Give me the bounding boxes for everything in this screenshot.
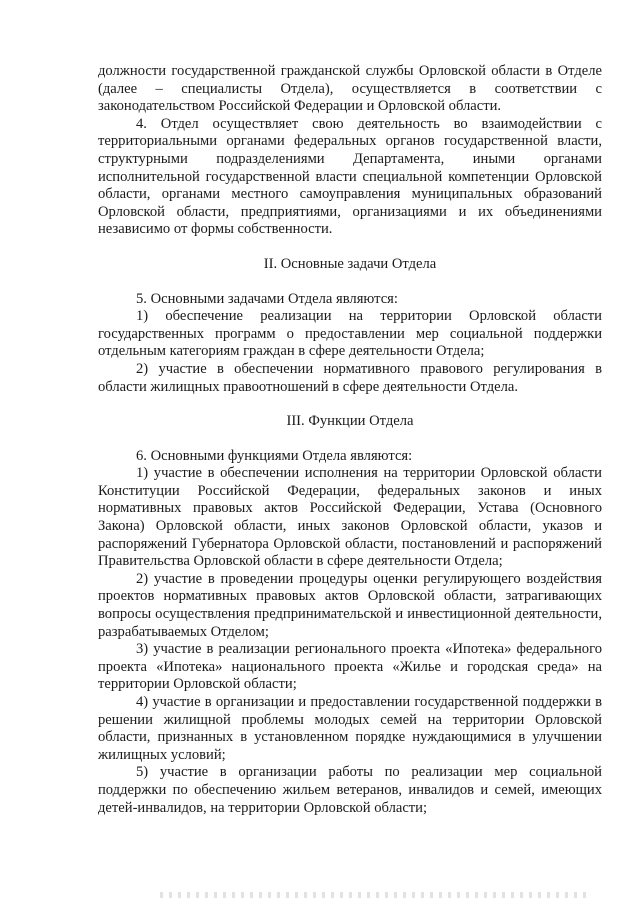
paragraph-item-4: 4. Отдел осуществляет свою деятельность во взаимодействии с территориальными органами федеральных органов государственной власти, структурными подразделениями Департамента, иными органами исполнительной государственной власти специальной компетенции Орловской области, органами местного самоуправления муниципальных образований Орловской области, предприятиями, организациями и их объединениями независимо от формы собственности. bbox=[98, 115, 602, 238]
scan-noise-strip bbox=[160, 892, 590, 898]
task-item-2: 2) участие в обеспечении нормативного правового регулирования в области жилищных правоотношений в сфере деятельности Отдела. bbox=[98, 360, 602, 395]
section-heading-functions: III. Функции Отдела bbox=[286, 413, 414, 430]
task-item-1: 1) обеспечение реализации на территории Орловской области государственных программ о предоставлении мер социальной поддержки отдельным категориям граждан в сфере деятельности Отдела; bbox=[98, 308, 602, 360]
paragraph-item-6: 6. Основными функциями Отдела являются: bbox=[136, 447, 413, 464]
paragraph-continuation: должности государственной гражданской службы Орловской области в Отделе (далее – специалисты Отдела), осуществляется в соответствии с законодательством Российской Федерации и Орловской области. bbox=[98, 63, 602, 115]
paragraph-item-5: 5. Основными задачами Отдела являются: bbox=[136, 290, 398, 307]
function-item-1: 1) участие в обеспечении исполнения на территории Орловской области Конституции Российской Федерации, федеральных законов и иных нормативных правовых актов Российской Федерации, Устава (Основного Закона) Орловской области, иных законов Орловской области, указов и распоряжений Губернатора Орловской области, постановлений и распоряжений Правительства Орловской области в сфере деятельности Отдела; bbox=[98, 465, 602, 570]
function-item-2: 2) участие в проведении процедуры оценки регулирующего воздействия проектов нормативных правовых актов Орловской области, затрагивающих вопросы осуществления предпринимательской и инвестиционной деятельности, разрабатываемых Отделом; bbox=[98, 570, 602, 640]
function-item-5: 5) участие в организации работы по реализации мер социальной поддержки по обеспечению жильем ветеранов, инвалидов и семей, имеющих детей-инвалидов, на территории Орловской области; bbox=[98, 764, 602, 816]
function-item-4: 4) участие в организации и предоставлении государственной поддержки в решении жилищной проблемы молодых семей на территории Орловской области, признанных в установленном порядке нуждающимися в улучшении жилищных условий; bbox=[98, 694, 602, 763]
section-heading-tasks: II. Основные задачи Отдела bbox=[263, 255, 437, 272]
document-body bbox=[98, 63, 602, 817]
function-item-3: 3) участие в реализации регионального проекта «Ипотека» федерального проекта «Ипотека» национального проекта «Жилье и городская среда» на территории Орловской области; bbox=[98, 641, 602, 693]
